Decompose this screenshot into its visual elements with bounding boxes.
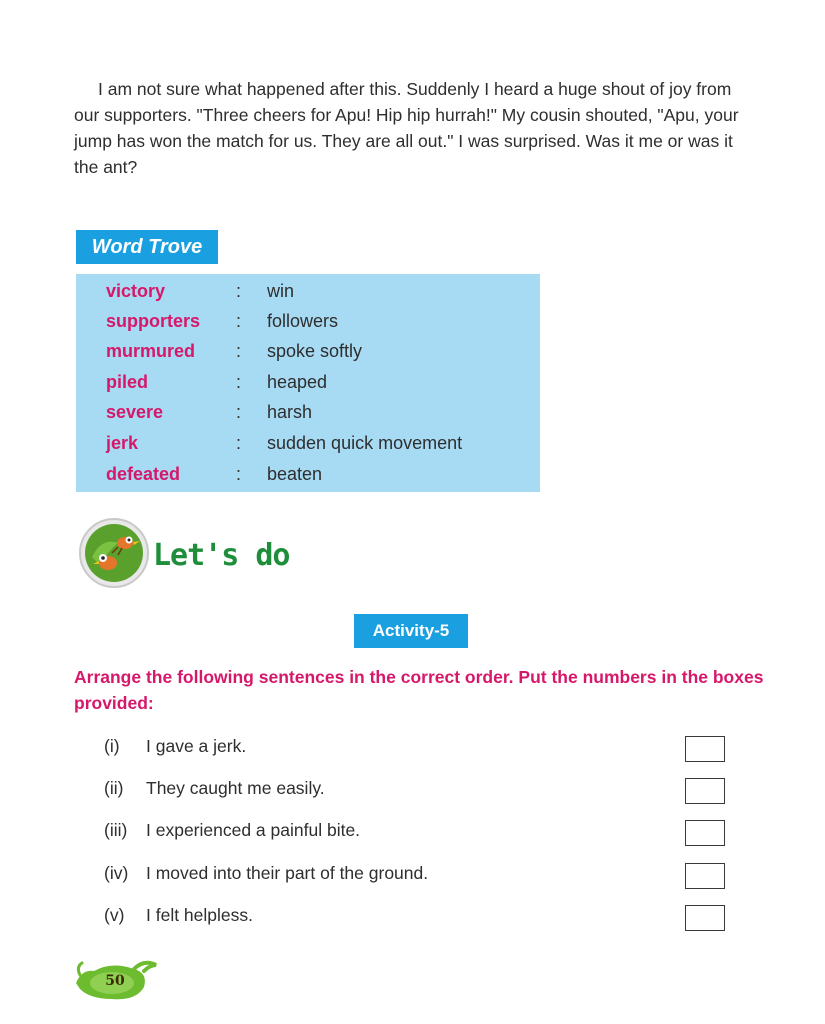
sentence-number: (v) [104, 905, 125, 925]
sentence-text: They caught me easily. [146, 778, 325, 798]
glossary-colon: : [236, 433, 242, 453]
answer-box[interactable] [685, 778, 725, 804]
word-trove-entry [76, 336, 540, 366]
birds-badge-icon [78, 517, 150, 589]
page-number: 50 [105, 973, 125, 989]
lets-do-title: Let's do [153, 538, 290, 573]
sentence-item [104, 774, 325, 802]
glossary-word: murmured [106, 341, 196, 361]
word-trove-entry [76, 276, 540, 306]
word-trove-box [76, 274, 540, 492]
answer-box[interactable] [685, 863, 725, 889]
glossary-meaning: beaten [267, 464, 323, 484]
glossary-word: piled [106, 372, 149, 392]
glossary-meaning: followers [267, 311, 339, 331]
glossary-meaning: harsh [267, 402, 313, 422]
glossary-word: victory [106, 281, 166, 301]
glossary-colon: : [236, 402, 242, 422]
sentence-text: I gave a jerk. [146, 736, 247, 756]
sentence-text: I moved into their part of the ground. [146, 863, 429, 883]
story-paragraph: I am not sure what happened after this. Suddenly I heard a huge shout of joy from our supporters. "Three cheers for Apu! Hip hip hurrah!" My cousin shouted, "Apu, your jump has won the match for us. They are all out." I was surprised. Was it me or was it the ant? [74, 79, 739, 177]
sentence-item [104, 732, 246, 760]
glossary-word: defeated [106, 464, 181, 484]
sentence-item [104, 816, 360, 844]
glossary-colon: : [236, 341, 242, 361]
word-trove-title: Word Trove [76, 230, 218, 264]
glossary-colon: : [236, 372, 242, 392]
sentence-number: (i) [104, 736, 120, 756]
activity-instruction: Arrange the following sentences in the correct order. Put the numbers in the boxes provided: [74, 667, 764, 713]
sentence-text: I experienced a painful bite. [146, 820, 361, 840]
word-trove-entry [76, 306, 540, 336]
answer-box[interactable] [685, 905, 725, 931]
sentence-number: (iii) [104, 820, 128, 840]
glossary-meaning: win [267, 281, 295, 301]
word-trove-entry [76, 367, 540, 397]
answer-box[interactable] [685, 736, 725, 762]
sentence-item [104, 901, 253, 929]
glossary-meaning: spoke softly [267, 341, 363, 361]
glossary-meaning: heaped [267, 372, 328, 392]
glossary-word: supporters [106, 311, 201, 331]
glossary-colon: : [236, 464, 242, 484]
word-trove-entry [76, 459, 540, 489]
activity-label: Activity-5 [354, 614, 468, 648]
glossary-word: severe [106, 402, 164, 422]
glossary-colon: : [236, 311, 242, 331]
sentence-item [104, 859, 428, 887]
sentence-text: I felt helpless. [146, 905, 253, 925]
word-trove-entry [76, 397, 540, 427]
sentence-number: (ii) [104, 778, 124, 798]
word-trove-entry [76, 428, 540, 458]
glossary-word: jerk [106, 433, 139, 453]
answer-box[interactable] [685, 820, 725, 846]
glossary-colon: : [236, 281, 242, 301]
sentence-number: (iv) [104, 863, 129, 883]
glossary-meaning: sudden quick movement [267, 433, 463, 453]
